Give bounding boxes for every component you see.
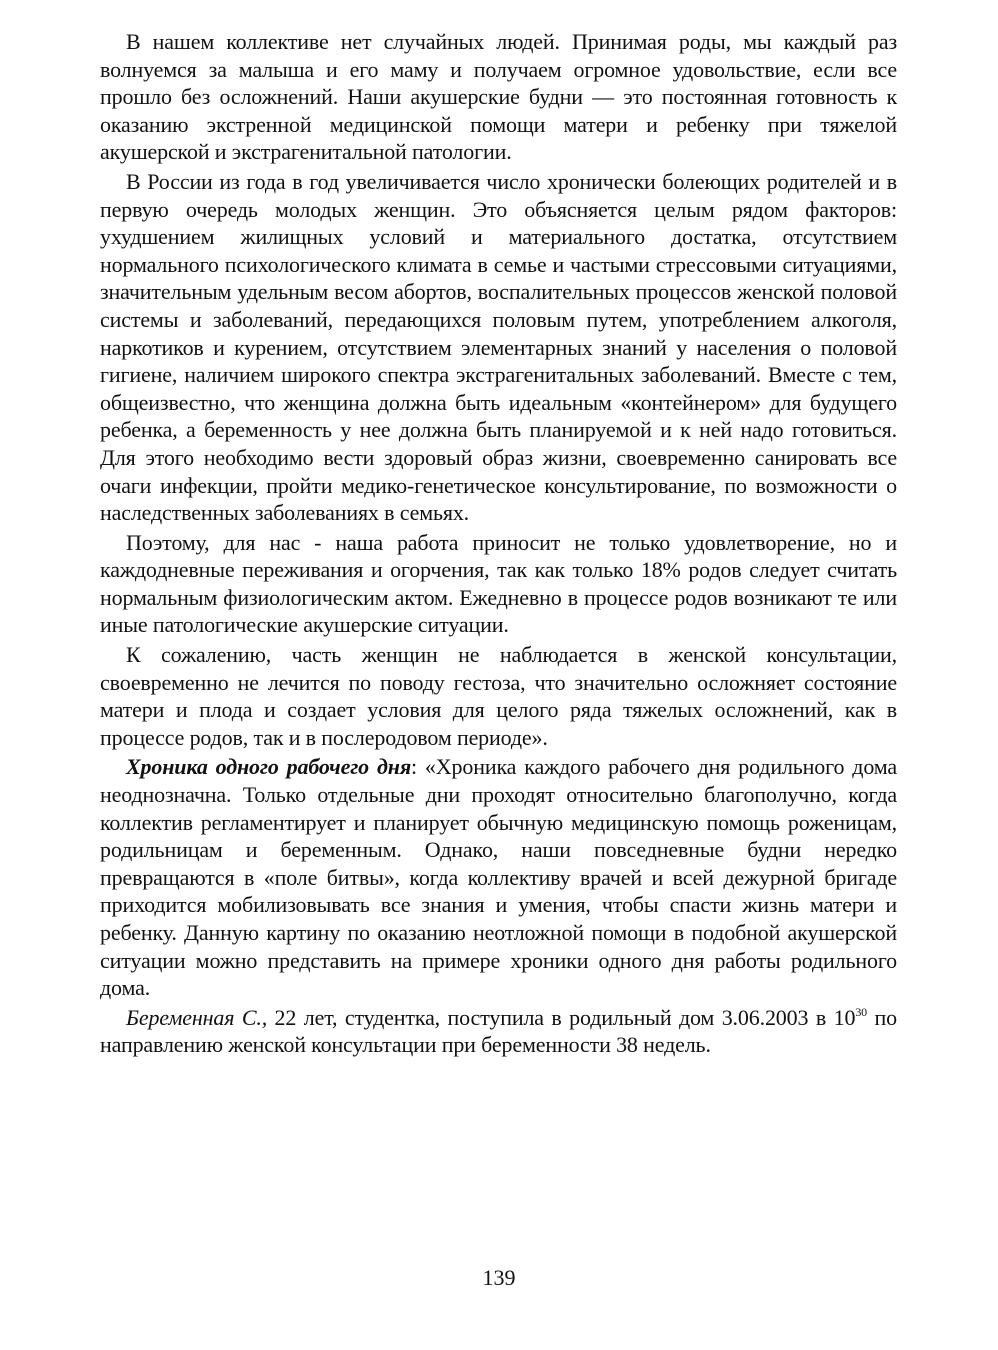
paragraph-2: В России из года в год увеличивается число хронически болеющих родителей и в первую очередь молодых женщин. Это объясняется целым рядом факторов: ухудшением жилищных условий и материального достатка, отсутствием нормального психологического климата в семье и частыми стрессовыми ситуациями, значительным удельным весом абортов, воспалительных процессов женской половой системы и заболеваний, передающихся половым путем, употреблением алкоголя, наркотиков и курением, отсутствием элементарных знаний у населения о половой гигиене, наличием широкого спектра экстрагенитальных заболеваний. Вместе с тем, общеизвестно, что женщина должна быть идеальным «контейнером» для будущего ребенка, а беременность у нее должна быть планируемой и к ней надо готовиться. Для этого необходимо вести здоровый образ жизни, своевременно санировать все очаги инфекции, пройти медико-генетическое консультирование, по возможности о наследственных заболеваниях в семьях. xyxy=(100,168,897,526)
body-text xyxy=(100,28,897,1061)
paragraph-5 xyxy=(100,753,897,1001)
page-number: 139 xyxy=(482,1265,516,1290)
paragraph-5-lead: Хроника одного рабочего дня xyxy=(126,754,411,780)
time-superscript: 30 xyxy=(855,1004,868,1019)
paragraph-6-text-after: по направлению женской консультации при беременности 38 недель. xyxy=(100,1004,897,1058)
paragraph-6 xyxy=(100,1004,897,1059)
paragraph-5-text: : «Хроника каждого рабочего дня родильного дома неоднозначна. Только отдельные дни проходят относительно благополучно, когда коллектив регламентирует и планирует обычную медицинскую помощь роженицам, родильницам и беременным. Однако, наши повседневные будни нередко превращаются в «поле битвы», когда коллективу врачей и всей дежурной бригаде приходится мобилизовывать все знания и умения, чтобы спасти жизнь матери и ребенку. Данную картину по оказанию неотложной помощи в подобной акушерской ситуации можно представить на примере хроники одного дня работы родильного дома. xyxy=(100,754,897,1001)
paragraph-6-lead: Беременная С., xyxy=(126,1004,268,1030)
paragraph-1: В нашем коллективе нет случайных людей. Принимая роды, мы каждый раз волнуемся за малыша и его маму и получаем огромное удовольствие, если все прошло без осложнений. Наши акушерские будни — это постоянная готовность к оказанию экстренной медицинской помощи матери и ребенку при тяжелой акушерской и экстрагенитальной патологии. xyxy=(100,29,897,165)
paragraph-4: К сожалению, часть женщин не наблюдается в женской консультации, своевременно не лечится по поводу гестоза, что значительно осложняет состояние матери и плода и создает условия для целого ряда тяжелых осложнений, как в процессе родов, так и в послеродовом периоде». xyxy=(100,642,897,750)
paragraph-3: Поэтому, для нас - наша работа приносит не только удовлетворение, но и каждодневные переживания и огорчения, так как только 18% родов следует считать нормальным физиологическим актом. Ежедневно в процессе родов возникают те или иные патологические акушерские ситуации. xyxy=(100,529,897,638)
paragraph-6-text-before: 22 лет, студентка, поступила в родильный дом 3.06.2003 в 10 xyxy=(267,1004,856,1030)
